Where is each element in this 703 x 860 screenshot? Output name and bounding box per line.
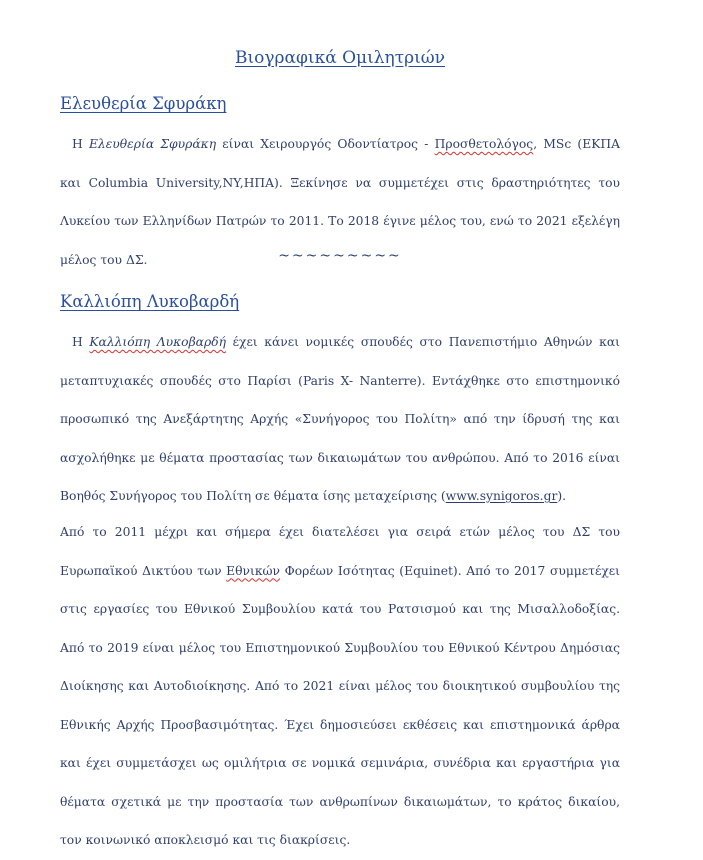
- bio-text: έχει κάνει νομικές σπουδές στο Πανεπιστήμιο Αθηνών και μεταπτυχιακές σπουδές στο Παρίσι (Paris X- Nanterre). Εντάχθηκε στο επιστημονικό προσωπικό της Ανεξάρτητης Αρχής «Συνήγορος του Πολίτη» από την ίδρυσή της και ασχολήθηκε με θέματα προστασίας των δικαιωμάτων του ανθρώπου. Από το 2016 είναι Βοηθός Συνήγορος του Πολίτη σε θέματα ίσης μεταχείρισης (: [60, 335, 620, 503]
- spellcheck-flagged-word[interactable]: Εθνικών: [226, 563, 281, 578]
- bio-text: , MSc (ΕΚΠΑ και Columbia University,NY,ΗΠΑ). Ξεκίνησε να συμμετέχει στις δραστηριότητες του Λυκείου των Ελληνίδων Πατρών το 2011. Το 2018 έγινε μέλος του, ενώ το 2021 εξελέγη μέλος του ΔΣ.: [60, 137, 620, 267]
- synigoros-link[interactable]: www.synigoros.gr: [445, 489, 558, 503]
- bio-name-italic: Ελευθερία Σφυράκη: [88, 137, 217, 151]
- document-title: Βιογραφικά Ομιλητριών: [235, 48, 445, 68]
- document-page: [60, 0, 620, 847]
- bio-text: Από το 2011 μέχρι και σήμερα έχει διατελέσει για σειρά ετών μέλος του ΔΣ του Ευρωπαϊκού Δικτύου των: [60, 525, 620, 578]
- section-separator: ~~~~~~~~~: [278, 248, 402, 264]
- bio-text: Φορέων Ισότητας (Equinet). Από το 2017 συμμετέχει στις εργασίες του Εθνικού Συμβουλίου κατά του Ρατσισμού και της Μισαλλοδοξίας. Από το 2019 είναι μέλος του Επιστημονικού Συμβουλίου του Εθνικού Κέντρου Δημόσιας Διοίκησης και Αυτοδιοίκησης. Από το 2021 είναι μέλος του διοικητικού συμβουλίου της Εθνικής Αρχής Προσβασιμότητας. Έχει δημοσιεύσει εκθέσεις και επιστημονικά άρθρα και έχει συμμετάσχει ως ομιλήτρια σε νομικά σεμινάρια, συνέδρια και εργαστήρια για θέματα σχετικά με την προστασία των ανθρωπίνων δικαιωμάτων, το κράτος δικαίου, τον κοινωνικό αποκλεισμό και τις διακρίσεις.: [60, 563, 620, 847]
- speaker-name-sfyraki: Ελευθερία Σφυράκη: [60, 94, 227, 113]
- bio-paragraph-lykovardi: [60, 323, 620, 516]
- bio-text: είναι Χειρουργός Οδοντίατρος -: [216, 137, 435, 151]
- bio-paragraph-lykovardi-2: [60, 513, 620, 860]
- bio-name-italic: Καλλιόπη Λυκοβαρδή: [89, 335, 226, 349]
- bio-prefix: Η: [72, 137, 89, 151]
- bio-prefix: Η: [72, 335, 90, 349]
- spellcheck-flagged-word[interactable]: Προσθετολόγος: [434, 137, 534, 151]
- bio-text: ).: [557, 489, 567, 503]
- speaker-name-lykovardi: Καλλιόπη Λυκοβαρδή: [60, 292, 240, 311]
